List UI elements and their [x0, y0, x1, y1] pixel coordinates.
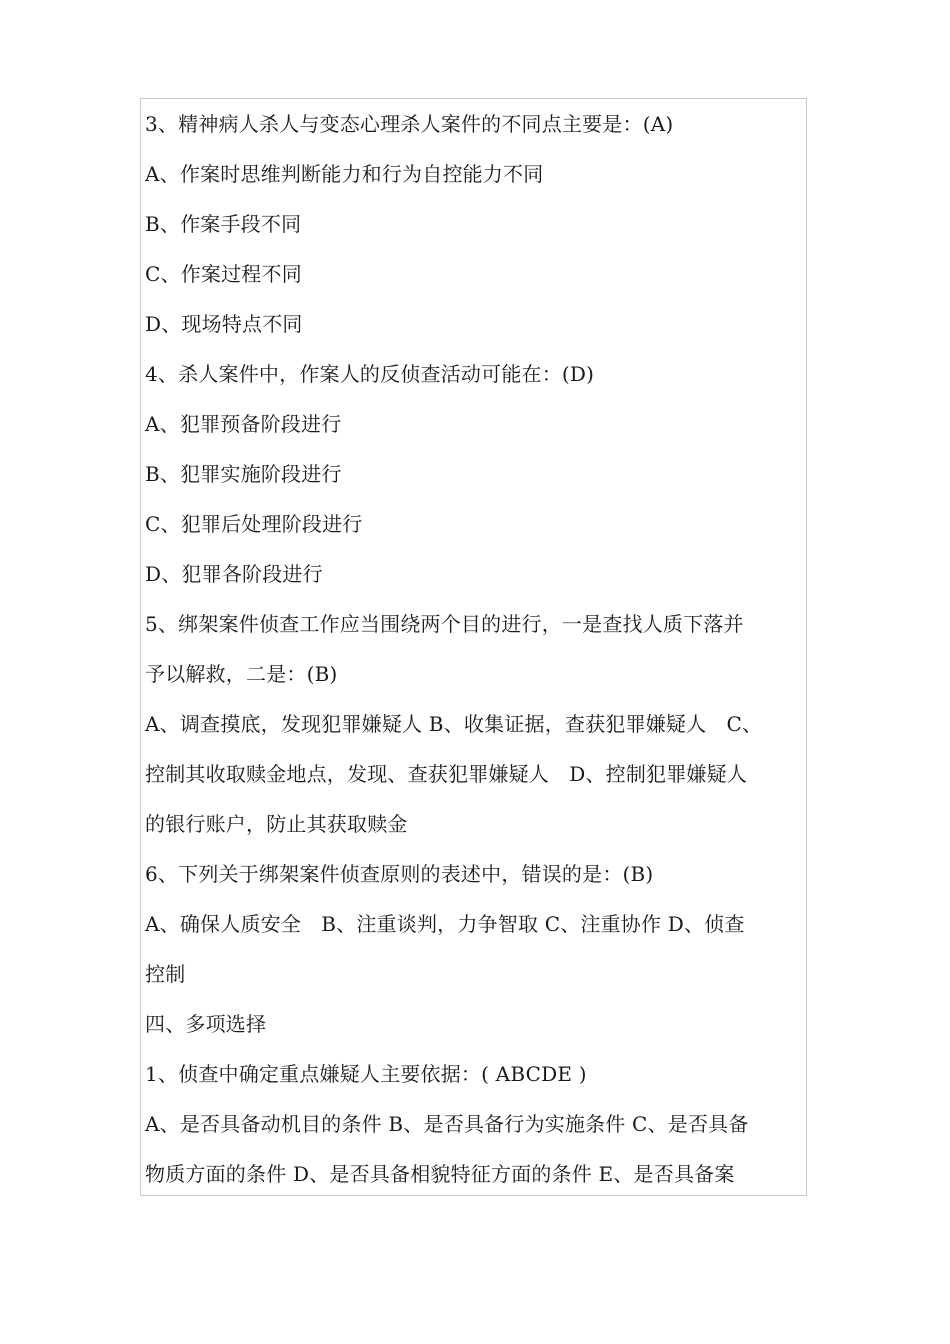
question-4-option-b: B、犯罪实施阶段进行	[145, 462, 342, 486]
multi-question-1-stem: 1、侦查中确定重点嫌疑人主要依据：( ABCDE )	[145, 1062, 587, 1086]
question-4-option-d: D、犯罪各阶段进行	[145, 562, 323, 586]
question-5-options-line-2: 控制其收取赎金地点，发现、查获犯罪嫌疑人 D、控制犯罪嫌疑人	[145, 762, 748, 786]
question-3-option-a: A、作案时思维判断能力和行为自控能力不同	[145, 162, 544, 186]
question-6-options-line-2: 控制	[145, 962, 186, 986]
question-4-option-c: C、犯罪后处理阶段进行	[145, 512, 363, 536]
question-4-stem: 4、杀人案件中，作案人的反侦查活动可能在：(D)	[145, 362, 595, 386]
document-page	[140, 98, 807, 1196]
question-5-options-line-1: A、调查摸底，发现犯罪嫌疑人 B、收集证据，查获犯罪嫌疑人 C、	[145, 712, 763, 736]
section-heading: 四、多项选择	[145, 1012, 267, 1036]
question-5-stem-line-1: 5、绑架案件侦查工作应当围绕两个目的进行，一是查找人质下落并	[145, 612, 744, 636]
question-5-options-line-3: 的银行账户，防止其获取赎金	[145, 812, 408, 836]
question-6-stem: 6、下列关于绑架案件侦查原则的表述中，错误的是：(B)	[145, 862, 654, 886]
question-3-option-d: D、现场特点不同	[145, 312, 303, 336]
question-6-options-line-1: A、确保人质安全 B、注重谈判，力争智取 C、注重协作 D、侦查	[145, 912, 745, 936]
question-5-stem-line-2: 予以解救，二是：(B)	[145, 662, 338, 686]
question-3-option-b: B、作案手段不同	[145, 212, 302, 236]
multi-question-1-options-line-2: 物质方面的条件 D、是否具备相貌特征方面的条件 E、是否具备案	[145, 1162, 735, 1186]
question-3-option-c: C、作案过程不同	[145, 262, 302, 286]
multi-question-1-options-line-1: A、是否具备动机目的条件 B、是否具备行为实施条件 C、是否具备	[145, 1112, 749, 1136]
question-3-stem: 3、精神病人杀人与变态心理杀人案件的不同点主要是：(A)	[145, 112, 674, 136]
question-4-option-a: A、犯罪预备阶段进行	[145, 412, 342, 436]
